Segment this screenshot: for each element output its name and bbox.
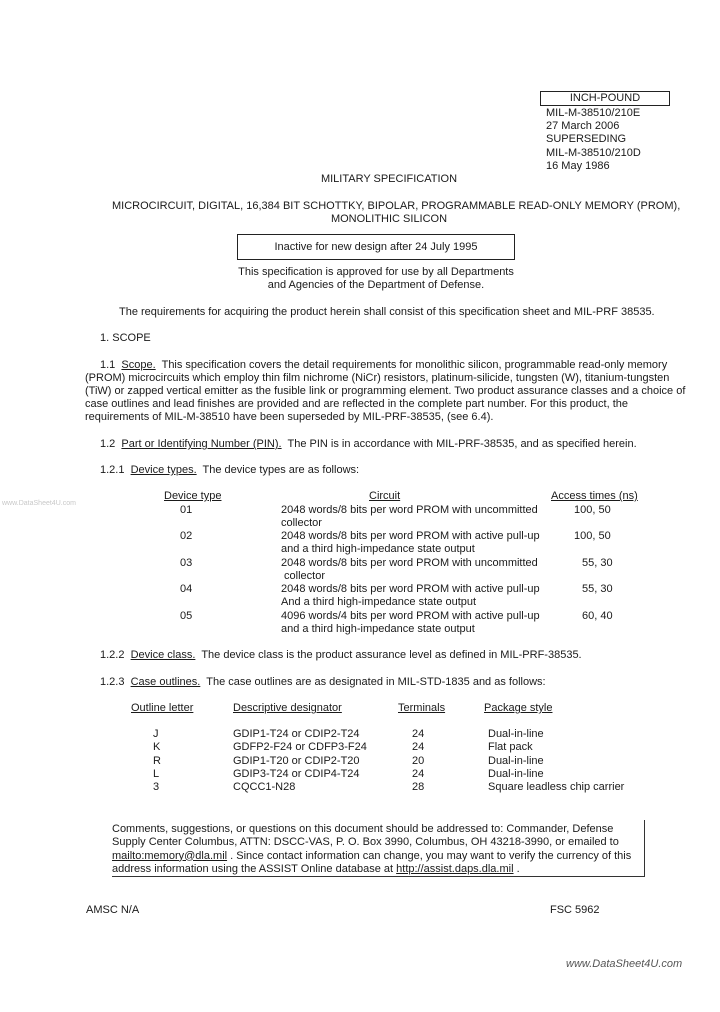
document-title-line2: MONOLITHIC SILICON	[330, 213, 448, 225]
table-row-type: 01	[180, 504, 193, 516]
comments-block	[112, 823, 642, 876]
comments-line1: Comments, suggestions, or questions on this document should be addressed to: Commander, Defense	[112, 823, 614, 835]
section-1-2-label: Part or Identifying Number (PIN).	[121, 438, 282, 450]
table-row-terminals: 24	[412, 768, 425, 780]
section-1-2-3-text: The case outlines are as designated in MIL-STD-1835 and as follows:	[206, 676, 546, 688]
section-1-2-3-label: Case outlines.	[130, 676, 201, 688]
section-1-1-line4: case outlines and lead finishes are provided and are reflected in the complete part number. For this product, the	[85, 398, 628, 410]
section-1-2-1	[100, 464, 359, 477]
table-row-access: 100, 50	[574, 504, 611, 516]
email-link[interactable]: mailto:memory@dla.mil	[112, 849, 228, 862]
table-row-designator: GDFP2-F24 or CDFP3-F24	[233, 741, 367, 753]
comments-line4	[112, 863, 642, 876]
table-row-access: 60, 40	[582, 610, 613, 622]
section-1-1-text: This specification covers the detail requirements for monolithic silicon, programmable read-only memory	[161, 359, 668, 371]
table-row-style: Dual-in-line	[488, 728, 544, 740]
table-row-terminals: 28	[412, 781, 425, 793]
superseded-number: MIL-M-38510/210D	[546, 147, 641, 159]
approval-line1: This specification is approved for use by all Departments	[238, 266, 514, 278]
table-row-access: 55, 30	[582, 557, 613, 569]
table-row-type: 03	[180, 557, 193, 569]
section-1-2-2-number: 1.2.2	[100, 649, 125, 661]
amsc-label: AMSC N/A	[86, 904, 140, 916]
comments-box-right-border	[644, 820, 645, 876]
approval-line2: and Agencies of the Department of Defense.	[267, 279, 485, 291]
table-row-terminals: 24	[412, 741, 425, 753]
table-row-style: Dual-in-line	[488, 755, 544, 767]
section-1-2	[100, 438, 637, 451]
section-1-1-label: Scope.	[121, 359, 156, 371]
access-times-header: Access times (ns)	[551, 490, 638, 502]
circuit-header: Circuit	[369, 490, 401, 502]
table-row-circuit-cont: collector	[281, 570, 326, 582]
table-row-style: Dual-in-line	[488, 768, 544, 780]
comments-line4-start: address information using the ASSIST Online database at	[112, 862, 397, 875]
table-row-circuit: 2048 words/8 bits per word PROM with uncommitted	[281, 504, 538, 516]
section-1-1-line1	[100, 359, 667, 372]
table-row-designator: GDIP1-T24 or CDIP2-T24	[233, 728, 360, 740]
watermark-right: www.DataSheet4U.com	[566, 958, 683, 970]
section-1-2-1-number: 1.2.1	[100, 464, 125, 476]
table-row-terminals: 24	[412, 728, 425, 740]
outline-letter-header: Outline letter	[131, 702, 194, 714]
section-1-2-3-number: 1.2.3	[100, 676, 125, 688]
package-style-header: Package style	[484, 702, 553, 714]
table-row-circuit-cont: and a third high-impedance state output	[281, 623, 475, 635]
doc-number: MIL-M-38510/210E	[546, 107, 641, 119]
table-row-circuit: 4096 words/4 bits per word PROM with active pull-up	[281, 610, 540, 622]
scope-heading: 1. SCOPE	[100, 332, 151, 344]
section-1-2-2-label: Device class.	[130, 649, 196, 661]
comments-line3	[112, 850, 642, 863]
comments-line2: Supply Center Columbus, ATTN: DSCC-VAS, P. O. Box 3990, Columbus, OH 43218-3990, or emailed to	[112, 836, 619, 849]
section-1-1-number: 1.1	[100, 359, 116, 371]
assist-url-link[interactable]: http://assist.daps.dla.mil	[396, 862, 514, 875]
table-row-letter: J	[153, 728, 159, 740]
superseded-date: 16 May 1986	[546, 160, 610, 172]
doc-date: 27 March 2006	[546, 120, 620, 132]
table-row-type: 04	[180, 583, 193, 595]
section-1-2-1-label: Device types.	[130, 464, 197, 476]
inch-pound-box: INCH-POUND	[540, 91, 670, 106]
section-1-1-line5: requirements of MIL-M-38510 have been superseded by MIL-PRF-38535, (see 6.4).	[85, 411, 494, 423]
designator-header: Descriptive designator	[233, 702, 342, 714]
table-row-access: 100, 50	[574, 530, 611, 542]
table-row-designator: GDIP3-T24 or CDIP4-T24	[233, 768, 360, 780]
document-title-line1: MICROCIRCUIT, DIGITAL, 16,384 BIT SCHOTTKY, BIPOLAR, PROGRAMMABLE READ-ONLY MEMORY (PROM),	[112, 200, 681, 212]
table-row-circuit: 2048 words/8 bits per word PROM with uncommitted	[281, 557, 538, 569]
table-row-designator: CQCC1-N28	[233, 781, 296, 793]
table-row-terminals: 20	[412, 755, 425, 767]
spec-type-title: MILITARY SPECIFICATION	[320, 173, 458, 185]
table-row-access: 55, 30	[582, 583, 613, 595]
table-row-letter: L	[153, 768, 160, 780]
table-row-letter: 3	[153, 781, 160, 793]
terminals-header: Terminals	[398, 702, 446, 714]
table-row-type: 02	[180, 530, 193, 542]
table-row-circuit-cont: and a third high-impedance state output	[281, 543, 475, 555]
table-row-letter: K	[153, 741, 161, 753]
table-row-designator: GDIP1-T20 or CDIP2-T20	[233, 755, 360, 767]
table-row-circuit: 2048 words/8 bits per word PROM with active pull-up	[281, 583, 540, 595]
requirements-statement: The requirements for acquiring the product herein shall consist of this specification sheet and MIL-PRF 38535.	[119, 306, 655, 318]
table-row-letter: R	[153, 755, 161, 767]
section-1-2-text: The PIN is in accordance with MIL-PRF-38535, and as specified herein.	[287, 438, 637, 450]
table-row-circuit: 2048 words/8 bits per word PROM with active pull-up	[281, 530, 540, 542]
watermark-left: www.DataSheet4U.com	[2, 500, 76, 507]
table-row-type: 05	[180, 610, 193, 622]
section-1-1-line3: (TiW) or zapped vertical emitter as the fusible link or programming element. Two product assurance classes and a choice of	[85, 385, 686, 397]
table-row-circuit-cont: collector	[281, 517, 322, 529]
superseding-label: SUPERSEDING	[546, 133, 627, 145]
section-1-1-line2: (PROM) microcircuits which employ thin film nichrome (NiCr) resistors, platinum-silicide, tungsten (W), titanium-tungsten	[85, 372, 670, 384]
device-type-header: Device type	[164, 490, 222, 502]
section-1-2-2-text: The device class is the product assurance level as defined in MIL-PRF-38535.	[201, 649, 582, 661]
inactive-notice: Inactive for new design after 24 July 1995	[237, 234, 515, 260]
comments-line3-rest: . Since contact information can change, you may want to verify the currency of this	[227, 849, 632, 862]
section-1-2-1-text: The device types are as follows:	[202, 464, 360, 476]
table-row-circuit-cont: And a third high-impedance state output	[281, 596, 477, 608]
comments-line4-end: .	[513, 862, 520, 875]
fsc-label: FSC 5962	[550, 904, 600, 916]
table-row-style: Square leadless chip carrier	[488, 781, 625, 793]
section-1-2-2	[100, 649, 582, 662]
section-1-2-3	[100, 676, 546, 689]
table-row-style: Flat pack	[488, 741, 533, 753]
section-1-2-number: 1.2	[100, 438, 116, 450]
